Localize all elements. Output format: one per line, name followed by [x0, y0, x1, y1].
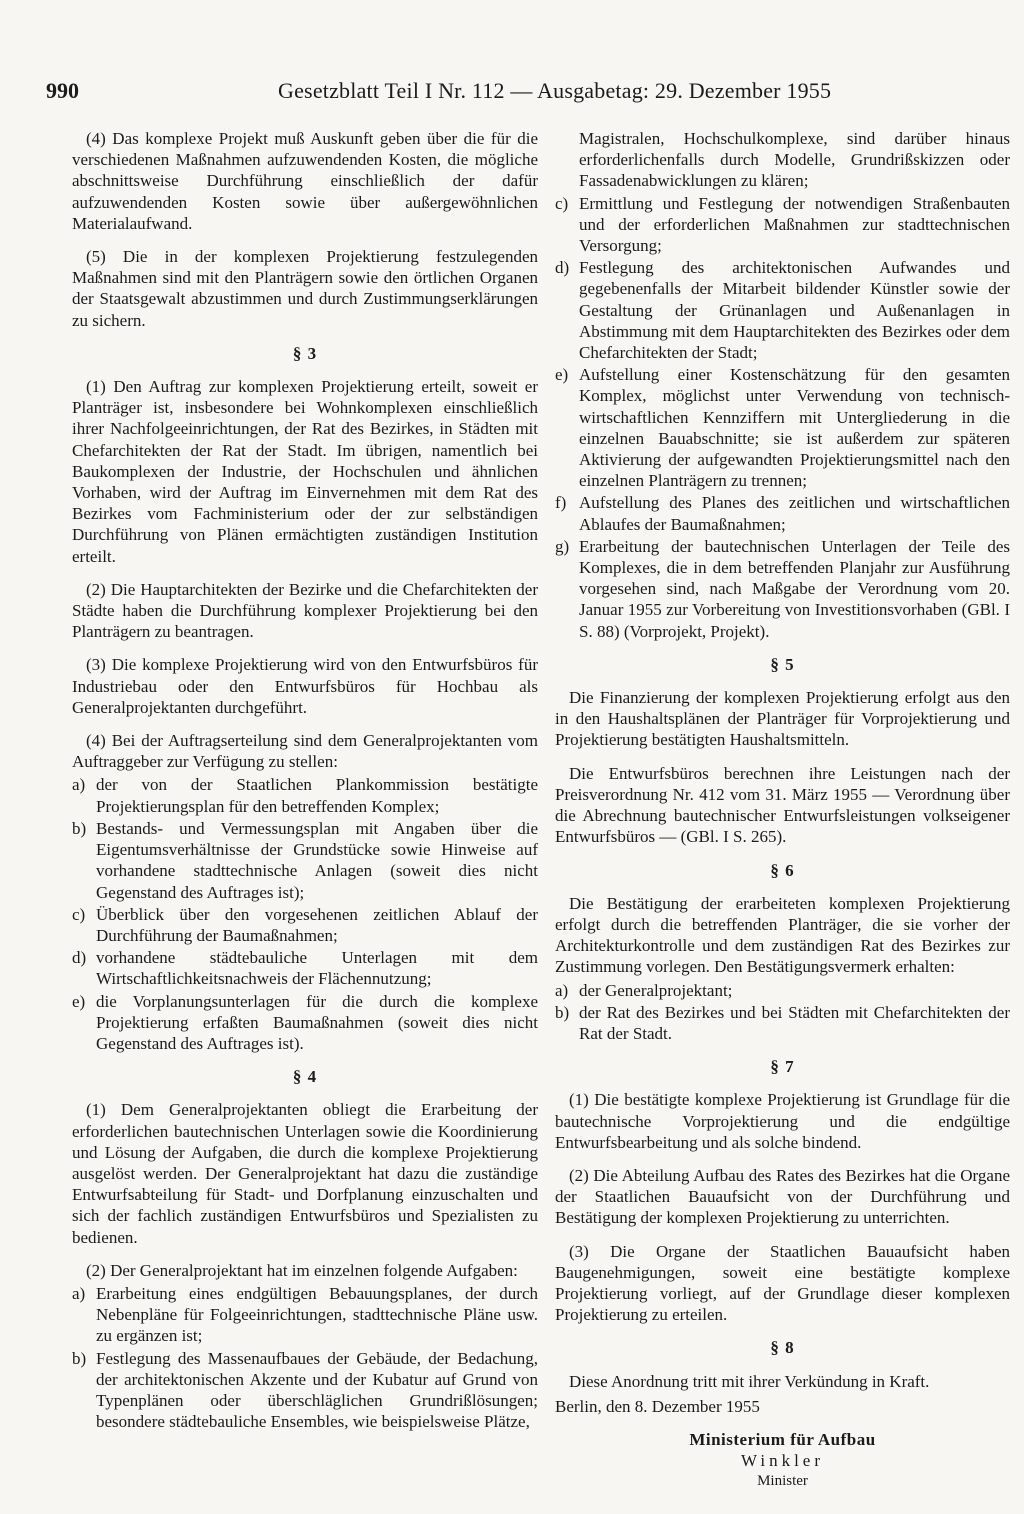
- list-label: c): [72, 904, 86, 924]
- paragraph: (2) Die Hauptarchitekten der Bezirke und die Chefarchitekten der Städte haben die Durchführung komplexer Projektierung bei den Planträgern zu beantragen.: [72, 579, 538, 642]
- paragraph: (2) Die Abteilung Aufbau des Rates des Bezirkes hat die Organe der Staatlichen Bauaufsicht von der Durchführung und Bestätigung der komplexen Projektierung zu unterrichten.: [555, 1165, 1010, 1228]
- list-item: [72, 1348, 538, 1433]
- list-label: d): [555, 258, 570, 278]
- paragraph: (3) Die komplexe Projektierung wird von den Entwurfsbüros für Industriebau oder den Entwurfsbüros für Hochbau als Generalprojektanten durchgeführt.: [72, 655, 538, 717]
- list-item: [72, 1283, 538, 1347]
- list-text: der Generalprojektant;: [579, 980, 733, 1000]
- list-item: [72, 904, 538, 946]
- list-text: Erarbeitung eines endgültigen Bebauungsplanes, der durch Nebenpläne für Folgeeinrichtungen, stadttechnische Pläne usw. zu ergänzen ist;: [96, 1283, 538, 1346]
- list-label: a): [72, 775, 86, 795]
- list-item: [72, 774, 538, 816]
- paragraph: (4) Das komplexe Projekt muß Auskunft geben über die für die verschiedenen Maßnahmen aufzuwendenden Kosten, die mögliche abschnittsweise Durchführung einschließlich der dafür aufzuwendenden Kosten sowie über außergewöhnlichen Materialaufwand.: [72, 129, 538, 233]
- page-header: [46, 76, 832, 106]
- paragraph: Die Bestätigung der erarbeiteten komplexen Projektierung erfolgt durch die betreffenden Planträger, die sie vorher der Architekturkontrolle und dem zuständigen Rat des Bezirkes zur Zustimmung vorlegen. Den Bestätigungsvermerk erhalten:: [555, 893, 1010, 977]
- list-text: Aufstellung des Planes des zeitlichen und wirtschaftlichen Ablaufes der Baumaßnahmen;: [579, 493, 1010, 534]
- list-text: Aufstellung einer Kostenschätzung für den gesamten Komplex, möglichst unter Verwendung von technisch-wirtschaftlichen Kennziffern mit Untergliederung in die einzelnen Bauabschnitte; sie ist außerdem zur späteren Aktivierung der aufgewandten Projektierungsmittel nach den einzelnen Planträgern zu trennen;: [579, 365, 1010, 491]
- list-label: a): [555, 980, 569, 1000]
- list-item: [555, 536, 1010, 642]
- gazette-title: Gesetzblatt Teil I Nr. 112 — Ausgabetag: 29. Dezember 1955: [278, 78, 832, 103]
- list-label: a): [72, 1283, 86, 1303]
- paragraph: (5) Die in der komplexen Projektierung festzulegenden Maßnahmen sind mit den Planträgern sowie den örtlichen Organen der Staatsgewalt abzustimmen und durch Zustimmungserklärungen zu sichern.: [72, 247, 538, 330]
- paragraph: Die Entwurfsbüros berechnen ihre Leistungen nach der Preisverordnung Nr. 412 vom 31. März 1955 — Verordnung über die Abrechnung bautechnischer Entwurfsleistungen volkseigener Entwurfsbüros — (GBl. I S. 265).: [555, 763, 1010, 847]
- list-label: b): [72, 1348, 87, 1368]
- list-text: Bestands- und Vermessungsplan mit Angaben über die Eigentumsverhältnisse der Grundstücke sowie Hinweise auf vorhandene stadttechnische Anlagen (soweit dies nicht Gegenstand des Auftrages ist);: [96, 818, 538, 902]
- signature-organization: Ministerium für Aufbau: [689, 1429, 876, 1449]
- paragraph: Die Finanzierung der komplexen Projektierung erfolgt aus den in den Haushaltsplänen der Planträger für Vorprojektierung und Projektierung bestätigten Haushaltsmitteln.: [555, 688, 1010, 750]
- list-label: e): [555, 365, 569, 385]
- paragraph: (4) Bei der Auftragserteilung sind dem Generalprojektanten vom Auftraggeber zur Verfügung zu stellen:: [72, 731, 538, 772]
- signature-name: Winkler: [740, 1451, 825, 1471]
- list-text: die Vorplanungsunterlagen für die durch die komplexe Projektierung erfaßten Baumaßnahmen (soweit dies nicht Gegenstand des Auftrages ist).: [96, 991, 538, 1053]
- section-heading: § 8: [770, 1338, 795, 1358]
- paragraph: (2) Der Generalprojektant hat im einzelnen folgende Aufgaben:: [86, 1260, 518, 1280]
- paragraph: (3) Die Organe der Staatlichen Bauaufsicht haben Baugenehmigungen, soweit eine bestätigte komplexe Projektierung vorliegt, auf der Grundlage dieser komplexen Projektierung zu erteilen.: [555, 1241, 1010, 1325]
- section-heading: § 5: [770, 654, 795, 674]
- list-text: Festlegung des architektonischen Aufwandes und gegebenenfalls der Mitarbeit bildender Künstler sowie der Gestaltung der Grünanlagen und Außenanlagen in Abstimmung mit dem Hauptarchitekten des Bezirkes oder dem Chefarchitekten der Stadt;: [579, 258, 1010, 363]
- list-item: [72, 818, 538, 903]
- paragraph: (1) Den Auftrag zur komplexen Projektierung erteilt, soweit er Planträger ist, insbesondere bei Wohnkomplexen einschließlich ihrer Nachfolgeeinrichtungen, der Rat des Bezirkes, in Städten mit Chefarchitekten der Rat der Stadt. Im übrigen, namentlich bei Baukomplexen der Industrie, der Hochschulen und ähnlichen Vorhaben, wird der Auftrag im Einvernehmen mit dem Rat des Bezirkes vom Fachministerium oder der zur selbständigen Durchführung von Plänen ermächtigten zuständigen Institution erteilt.: [72, 377, 538, 566]
- list-item: [72, 947, 538, 989]
- list-text: Festlegung des Massenaufbaues der Gebäude, der Bedachung, der architektonischen Akzente und der Kubatur auf Grund von Typenplänen oder überschläglichen Grundrißlösungen; besondere städtebauliche Ensembles, wie beispielsweise Plätze,: [96, 1348, 538, 1432]
- list-text: der Rat des Bezirkes und bei Städten mit Chefarchitekten der Rat der Stadt.: [579, 1002, 1010, 1043]
- page-number: 990: [46, 78, 79, 103]
- list-text: vorhandene städtebauliche Unterlagen mit dem Wirtschaftlichkeitsnachweis der Flächennutzung;: [96, 948, 538, 989]
- list-item: [555, 1002, 1010, 1044]
- list-label: g): [555, 536, 570, 556]
- list-text: der von der Staatlichen Plankommission bestätigte Projektierungsplan für den betreffenden Komplex;: [96, 775, 538, 816]
- paragraph: (1) Dem Generalprojektanten obliegt die Erarbeitung der erforderlichen bautechnischen Unterlagen sowie die Koordinierung und Lösung der Aufgaben, die durch die komplexe Projektierung ausgelöst werden. Der Generalprojektant hat dazu die zuständige Entwurfsabteilung für Stadt- und Dorfplanung einzuschalten und sich der fachlich zuständigen Entwurfsbüros und Spezialisten zu bedienen.: [72, 1100, 538, 1247]
- list-label: b): [72, 818, 87, 838]
- list-label: e): [72, 991, 86, 1011]
- list-item: [555, 193, 1010, 257]
- list-text: Überblick über den vorgesehenen zeitlichen Ablauf der Durchführung der Baumaßnahmen;: [96, 904, 538, 945]
- list-label: b): [555, 1002, 570, 1022]
- list-item: [555, 980, 1010, 1001]
- list-item: [555, 492, 1010, 534]
- list-item: [72, 991, 538, 1055]
- left-column: [72, 128, 538, 1433]
- list-label: f): [555, 493, 567, 513]
- section-heading: § 4: [292, 1067, 318, 1087]
- section-heading: § 3: [292, 343, 318, 363]
- signature-role: Minister: [757, 1473, 808, 1490]
- list-text: Magistralen, Hochschulkomplexe, sind darüber hinaus erforderlichenfalls durch Modelle, Grundrißskizzen oder Fassadenabwicklungen zu klären;: [579, 129, 1010, 191]
- list-label: d): [72, 948, 87, 968]
- list-text: Erarbeitung der bautechnischen Unterlagen der Teile des Komplexes, die in dem betreffenden Planjahr zur Ausführung vorgesehen sind, nach Maßgabe der Verordnung vom 20. Januar 1955 zur Vorbereitung von Investitionsvorhaben (GBl. I S. 88) (Vorprojekt, Projekt).: [579, 536, 1010, 641]
- paragraph: Diese Anordnung tritt mit ihrer Verkündung in Kraft.: [569, 1371, 930, 1391]
- right-column: [555, 128, 1010, 1493]
- section-heading: § 7: [770, 1057, 795, 1077]
- list-item: [555, 257, 1010, 363]
- place-date: Berlin, den 8. Dezember 1955: [555, 1396, 760, 1416]
- list-item: [555, 364, 1010, 491]
- list-text: Ermittlung und Festlegung der notwendigen Straßenbauten und der erforderlichen Maßnahmen zur stadttechnischen Versorgung;: [579, 193, 1010, 256]
- section-heading: § 6: [770, 860, 795, 880]
- paragraph: (1) Die bestätigte komplexe Projektierung ist Grundlage für die bautechnische Vorprojektierung und die endgültige Entwurfsbearbeitung und als solche bindend.: [555, 1090, 1010, 1152]
- list-item-continuation: [555, 128, 1010, 192]
- list-label: c): [555, 193, 569, 213]
